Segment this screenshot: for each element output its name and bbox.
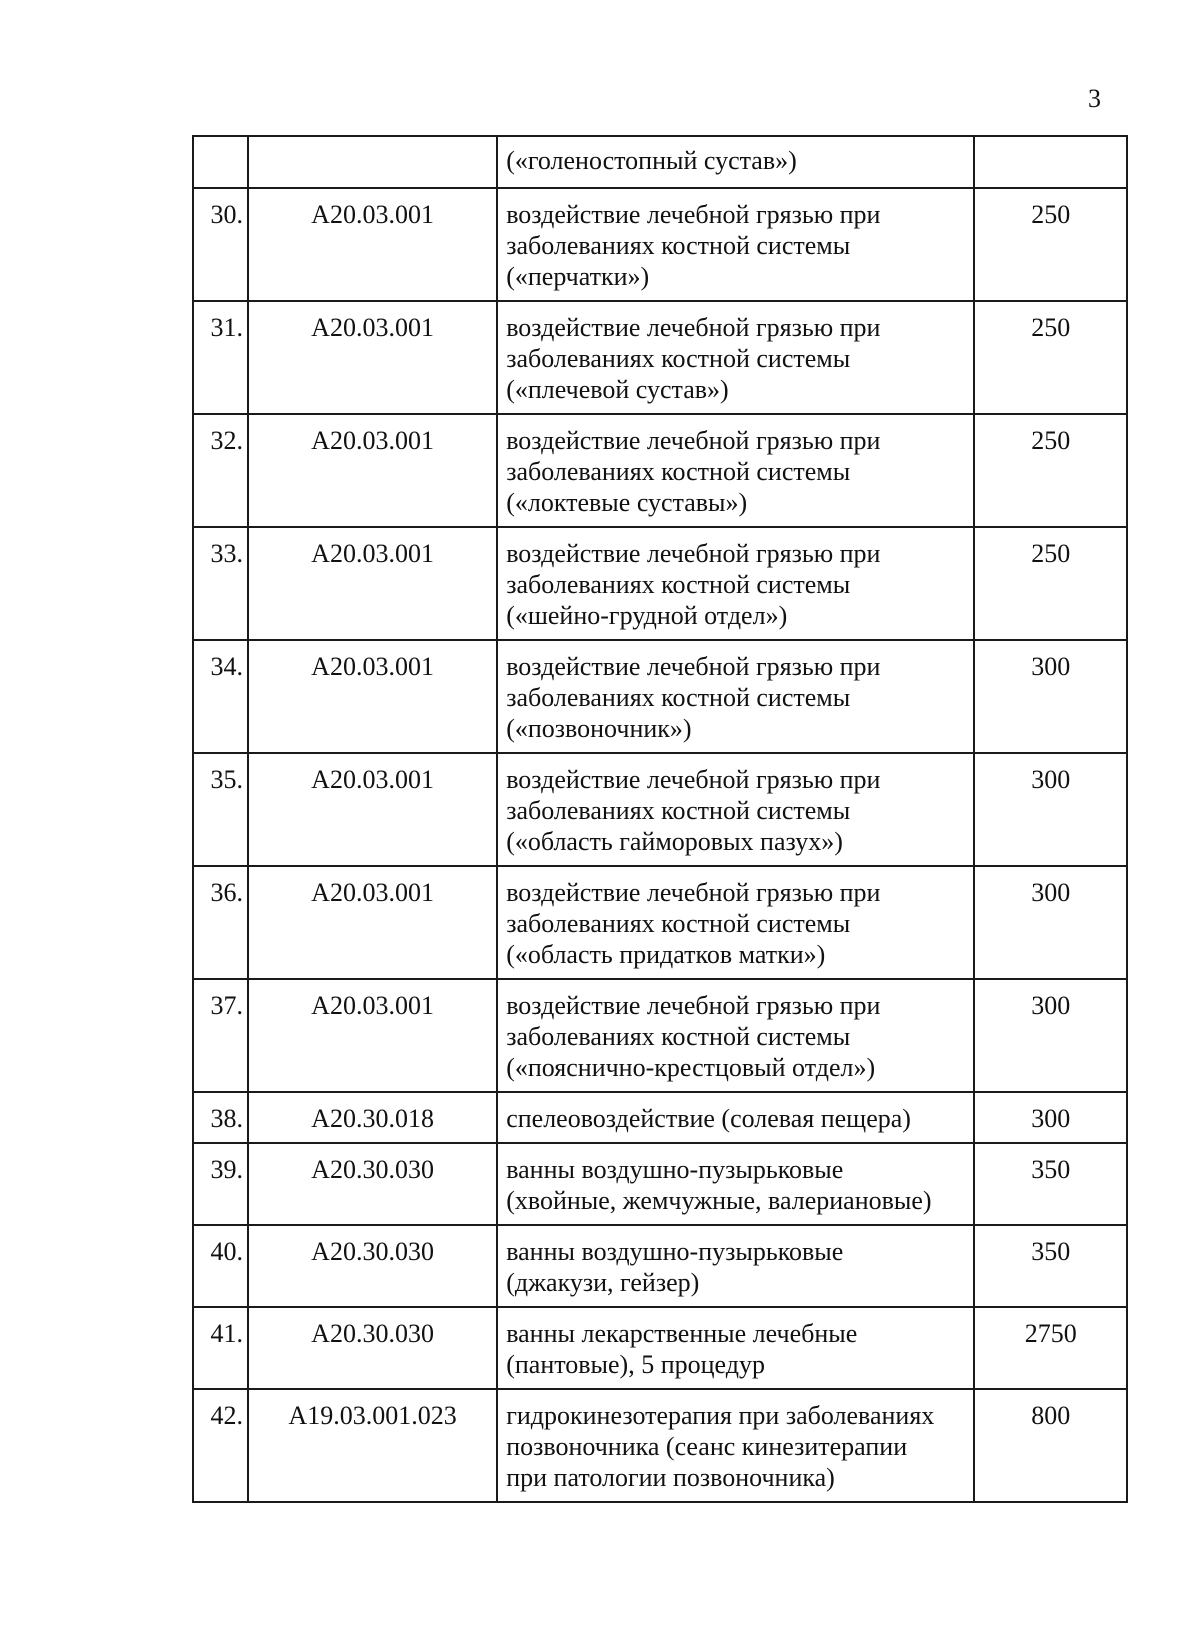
service-price: 250 <box>974 527 1127 640</box>
description-line: («пояснично-крестцовый отдел») <box>506 1053 876 1082</box>
description-line: ванны лекарственные лечебные <box>506 1319 858 1348</box>
row-number: 30. <box>193 188 248 301</box>
description-line: («локтевые суставы») <box>506 488 748 517</box>
service-description <box>497 753 974 866</box>
table-row <box>193 753 1127 866</box>
description-line: воздействие лечебной грязью при <box>506 652 881 681</box>
table-row <box>193 188 1127 301</box>
row-number: 35. <box>193 753 248 866</box>
table-row <box>193 1092 1127 1143</box>
service-code: А20.30.030 <box>248 1225 497 1307</box>
description-line: («плечевой сустав») <box>506 375 729 404</box>
row-number: 39. <box>193 1143 248 1225</box>
row-number: 33. <box>193 527 248 640</box>
row-number: 38. <box>193 1092 248 1143</box>
service-description <box>497 1225 974 1307</box>
service-description <box>497 136 974 188</box>
description-line: воздействие лечебной грязью при <box>506 313 881 342</box>
description-line: заболеваниях костной системы <box>506 1022 851 1051</box>
service-price: 350 <box>974 1225 1127 1307</box>
service-price: 800 <box>974 1389 1127 1502</box>
description-line: (хвойные, жемчужные, валериановые) <box>506 1186 932 1215</box>
description-line: («голеностопный сустав») <box>506 146 797 175</box>
row-number: 40. <box>193 1225 248 1307</box>
service-code: А20.30.030 <box>248 1143 497 1225</box>
description-line: при патологии позвоночника) <box>506 1463 835 1492</box>
service-price: 2750 <box>974 1307 1127 1389</box>
service-description <box>497 188 974 301</box>
service-description <box>497 1307 974 1389</box>
price-table <box>192 135 1128 1503</box>
table-row <box>193 301 1127 414</box>
service-description <box>497 1389 974 1502</box>
table-row <box>193 414 1127 527</box>
service-code: А20.03.001 <box>248 414 497 527</box>
table-row <box>193 1225 1127 1307</box>
service-price: 300 <box>974 979 1127 1092</box>
table-row <box>193 979 1127 1092</box>
description-line: (джакузи, гейзер) <box>506 1268 700 1297</box>
service-code: А20.03.001 <box>248 640 497 753</box>
service-code: А20.03.001 <box>248 301 497 414</box>
table-row <box>193 640 1127 753</box>
service-code: А20.03.001 <box>248 753 497 866</box>
service-description <box>497 414 974 527</box>
description-line: заболеваниях костной системы <box>506 683 851 712</box>
service-price: 300 <box>974 753 1127 866</box>
table-row <box>193 1389 1127 1502</box>
description-line: воздействие лечебной грязью при <box>506 765 881 794</box>
service-price: 300 <box>974 866 1127 979</box>
service-price: 250 <box>974 414 1127 527</box>
row-number: 41. <box>193 1307 248 1389</box>
description-line: («область придатков матки») <box>506 940 826 969</box>
description-line: заболеваниях костной системы <box>506 344 851 373</box>
service-description <box>497 301 974 414</box>
description-line: ванны воздушно-пузырьковые <box>506 1155 844 1184</box>
description-line: ванны воздушно-пузырьковые <box>506 1237 844 1266</box>
table-row-continuation <box>193 136 1127 188</box>
service-price: 250 <box>974 188 1127 301</box>
description-line: заболеваниях костной системы <box>506 570 851 599</box>
service-code: А20.03.001 <box>248 979 497 1092</box>
service-code: А20.30.030 <box>248 1307 497 1389</box>
table-row <box>193 1307 1127 1389</box>
service-price: 300 <box>974 640 1127 753</box>
description-line: воздействие лечебной грязью при <box>506 426 881 455</box>
description-line: воздействие лечебной грязью при <box>506 991 881 1020</box>
service-code <box>248 136 497 188</box>
service-price: 250 <box>974 301 1127 414</box>
description-line: (пантовые), 5 процедур <box>506 1350 765 1379</box>
row-number: 36. <box>193 866 248 979</box>
row-number: 31. <box>193 301 248 414</box>
description-line: воздействие лечебной грязью при <box>506 539 881 568</box>
description-line: позвоночника (сеанс кинезитерапии <box>506 1432 908 1461</box>
table-body <box>193 136 1127 1502</box>
table-row <box>193 1143 1127 1225</box>
description-line: спелеовоздействие (солевая пещера) <box>506 1104 911 1133</box>
service-price: 350 <box>974 1143 1127 1225</box>
page-number: 3 <box>1088 84 1101 113</box>
description-line: заболеваниях костной системы <box>506 231 851 260</box>
description-line: («шейно-грудной отдел») <box>506 601 788 630</box>
service-price <box>974 136 1127 188</box>
service-price: 300 <box>974 1092 1127 1143</box>
service-description <box>497 640 974 753</box>
table-row <box>193 527 1127 640</box>
row-number <box>193 136 248 188</box>
table-row <box>193 866 1127 979</box>
service-description <box>497 527 974 640</box>
description-line: заболеваниях костной системы <box>506 796 851 825</box>
row-number: 32. <box>193 414 248 527</box>
row-number: 34. <box>193 640 248 753</box>
service-description <box>497 866 974 979</box>
description-line: заболеваниях костной системы <box>506 457 851 486</box>
description-line: гидрокинезотерапия при заболеваниях <box>506 1401 935 1430</box>
service-code: А19.03.001.023 <box>248 1389 497 1502</box>
description-line: воздействие лечебной грязью при <box>506 200 881 229</box>
service-code: А20.03.001 <box>248 527 497 640</box>
service-code: А20.03.001 <box>248 188 497 301</box>
description-line: («перчатки») <box>506 262 650 291</box>
row-number: 42. <box>193 1389 248 1502</box>
description-line: заболеваниях костной системы <box>506 909 851 938</box>
description-line: («область гайморовых пазух») <box>506 827 843 856</box>
service-description <box>497 1092 974 1143</box>
service-description <box>497 979 974 1092</box>
description-line: («позвоночник») <box>506 714 692 743</box>
service-code: А20.30.018 <box>248 1092 497 1143</box>
service-description <box>497 1143 974 1225</box>
service-code: А20.03.001 <box>248 866 497 979</box>
row-number: 37. <box>193 979 248 1092</box>
description-line: воздействие лечебной грязью при <box>506 878 881 907</box>
